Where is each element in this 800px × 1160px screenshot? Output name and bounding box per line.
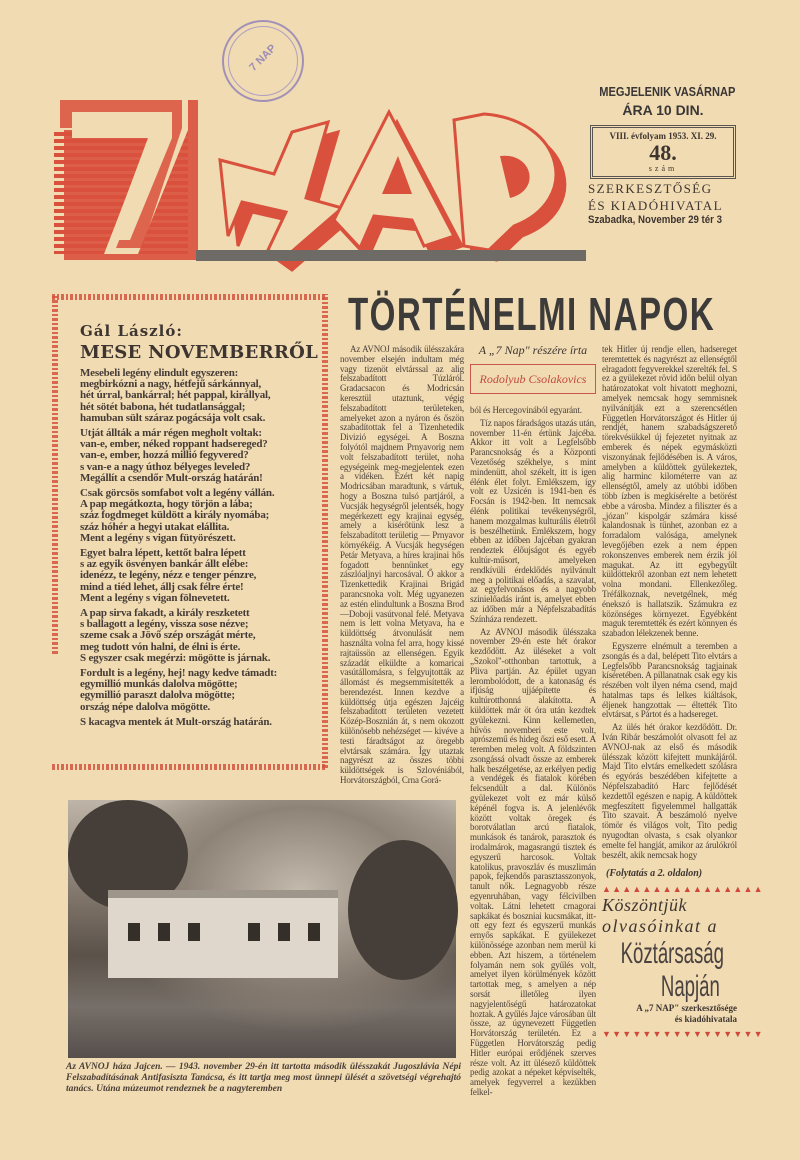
poem-line: szeme csak a Jövő szép országát mérte, (80, 629, 256, 642)
poem-line: S kacagva mentek át Mult-ország határán. (80, 715, 272, 728)
issue-number: 48. (649, 140, 677, 165)
poem-line: Mesebeli legény elindult egyszeren: (80, 367, 239, 379)
ornament-border-left (52, 294, 58, 654)
article-column-1 (340, 345, 464, 786)
poem-line: s van-e a nagy úthoz bélyeges leveled? (80, 460, 251, 473)
poem-stanza (80, 548, 322, 604)
logo-seven (54, 94, 198, 260)
poem-line: Egyet balra lépett, kettőt balra lépett (80, 547, 246, 560)
poem-line: Ment a legény s vigan fölnevetett. (80, 591, 230, 604)
poem-body (80, 368, 322, 732)
poem-line: s ballagott a legény, vissza sose nézve; (80, 618, 249, 631)
greeting-signature-2: és kiadóhivatala (674, 1014, 737, 1025)
poem-line: Ment a legény s vigan fütyörészett. (80, 531, 236, 544)
publication-schedule: MEGJELENIK VASÁRNAP (599, 84, 736, 99)
article-paragraph: Az AVNOJ második ülésszakára november elsején indultam még vagy tizenöt elvtárssal az alig felszabadított Túzláról. Gradacsacon és Modricsán keresztül utaztunk, végig felszabadított területeken, amelyeket azon a nyáron és őszön szabadítottak fel a Tizenhetedik Divizió egységei. A Boszna folyótól majdnem Prnyavorig nem volt felszabadított terület, noha egységeink meg-megjelentek ezen a vidéken. Ezért két napig Modricsában maradtunk, s vártuk, hogy a Boszna tulsó partjáról, a Vucsják hegységről jelentsék, hogy megérkezett egy krajinai egység, amely a kisérőtünk lesz a felszabadított területig — Prnyavor környékéig. A Vucsják hegységen Petár Metyava, a híres krajinai hős fogadott bennünket egy zászlóaljnyi harcosával. Ő akkor a Tizenkettedik Krajinai Brigád parancsnoka volt. Még ugyanezen az estén elindultunk a Boszna Brod—Doboji vasútvonal felé. Metyava nem is lett volna Metyava, ha e küldöttség átvonulását nem használta volna fel arra, hogy kissé rajtaüssön az ellenségen. Egyik századát elküldte a komaricai vasútállomásra, s felgyujtották az állomást és megsemmisítették a berendezést. Innen kezdve a küldöttség útja egészen Jajcéig felszabadított területen vezetett Közép-Bosznián át, s nem okozott különösebb nehézséget — kivéve a testi fáradtságot az öregebb elvtársak számára. Így utaztak nagyrészt az összes többi küldöttségek is Szlovéniából, Horvátországból, Crna Gorá- (340, 344, 464, 786)
right-column-stack (602, 344, 764, 1040)
article-paragraph: ból és Hercegovinából egyaránt. (470, 405, 582, 415)
poem-stanza (80, 488, 322, 544)
poem-line: Csak görcsös somfabot volt a legény vállán. (80, 487, 275, 500)
issue-label: szám (648, 164, 678, 173)
poem-line: hét úrral, bankárral; hét pappal, királlyal, (80, 389, 271, 402)
office-line-1: SZERKESZTŐSÉG (588, 181, 713, 196)
poem-author: Gál László: (80, 322, 183, 340)
poem-line: Fordult is a legény, hej! nagy kedve támadt: (80, 667, 278, 680)
poem-line: megbirkózni a nagy, hétfejű sárkánnyal, (80, 378, 262, 391)
masthead-rule (196, 250, 586, 261)
poem-stanza (80, 608, 322, 664)
poem-line: száz fogdmeget küldött a király nyomába; (80, 509, 270, 522)
ornament-triangles-down: ▼▼▼▼▼▼▼▼▼▼▼▼▼▼▼▼ (602, 1029, 764, 1040)
greeting-line-2: olvasóinkat a (602, 916, 718, 937)
poem-stanza (80, 368, 322, 424)
article-paragraph: Az ülés hét órakor kezdődött. Dr. Iván Ribár beszámolót olvasott fel az AVNOJ-nak az első és második ülésszak között kifejtett munkájáról. Majd Tito elvtárs emelkedett szólásra és egyórás beszédében kifejtette a Népfelszabadító Harc fejlődését kezdettől egészen e napig. A küldöttek megfeszített figyelemmel hallgatták Tito szavait. A beszámoló nyelve tömör és világos volt, Tito pedig nyugodtan olvasta, s csak olyankor emelte fel hangját, amikor az árulókról beszélt, akik nemcsak hogy (602, 722, 737, 860)
photo-caption: Az AVNOJ háza Jajcen. — 1943. november 29-én itt tartotta második ülésszakát Jugoszlávia Népi Felszabadításának Antifasiszta Tanácsa, és itt tartja meg most ünnepi ülését a szövetségi végrehajtó tanács. Utána múzeumot rendeznek be a nagyteremben (66, 1062, 461, 1094)
greeting-line-3: Köztársaság (620, 937, 724, 971)
stamp-center-text: 7 NAP (247, 42, 279, 74)
poem-line: A pap sirva fakadt, a király reszketett (80, 607, 250, 620)
masthead-info (588, 84, 738, 227)
poem-line: hamuban sült száraz pogácsája volt csak. (80, 411, 266, 424)
poem-line: hét sötét babona, hét tudatlansággal; (80, 400, 246, 413)
article-paragraph: tek Hitler új rendje ellen, hadsereget teremtettek és nagyrészt az ellenségtől elragadott fegyverekkel szerelték fel. S ez a gyülekezet rövid időn belül olyan határozatokat volt hivatott meghozni, amelyek nemcsak hogy semmisnek nyilvánítják ezt a szerencsétlen Független Horvátországot és Hitler új rendjét, hanem szabadságszerető törekvésükkel új fejezetet nyitnak az emberek és népek egymásközti viszonyának fejlődésében is. A város, amelyben a küldöttek gyülekeztek, alig harminc kilométerre van az ellenségtől, amely az utóbbi időben több ízben is megkísérelte a betörést ebbe a városba. Mindez a filiszter és a „józan" kispolgár számára kissé kalandosnak is tűnhet, azonban ez a forradalom valósága, amelynek levegőjében ezek a nem éppen rokonszenves emberek nem érzik jól magukat. Az itt egybegyűlt küldöttekről azonban ezt nem lehetett volna mondani. Ellenkezőleg. Tréfálkoznak, nevetgélnek, még énekszó is hallatszik. Számukra ez közönséges környezet. Egyébként maguk teremtették és ezért könnyen és szabadon lélekzenek benne. (602, 344, 737, 639)
poem-stanza (80, 717, 322, 728)
greeting-line-1: Köszöntjük (602, 895, 688, 916)
logo-nap (220, 112, 565, 270)
poem-line: egymillió paraszt dalolva mögötte; (80, 689, 235, 702)
poem-stanza (80, 668, 322, 713)
article-paragraph: Egyszerre elnémult a teremben a zsongás és a dal, belépett Tito elvtárs a Legfelsőbb Parancsnokság tagjainak kíséretében. A pillanatnak csak egy kis részében volt ilyen néma csend, majd hatalmas taps és lelkes kiáltások, éljenek hangzottak — éltették Tito elvtársat, s Pártot és a hadsereget. (602, 640, 737, 720)
ornament-triangles-up: ▲▲▲▲▲▲▲▲▲▲▲▲▲▲▲▲ (602, 884, 764, 895)
poem-line: S egyszer csak megérzi: mögötte is járnak. (80, 651, 271, 664)
poem-stanza (80, 428, 322, 484)
poem-title: MESE NOVEMBERRŐL (80, 342, 319, 363)
article-paragraph: Tíz napos fáradságos utazás után, november 11-én értünk Jajcéba. Akkor itt volt a Legfelsőbb Parancsnokság és a Központi Vezetőség székhelye, s mint mindenütt, ahol székelt, itt is igen élénk élet folyt. Emlékszem, így volt ez Uzsicén is 1941-ben és Focsán is 1942-ben. Itt nemcsak élénk politikai tevékenységről, hanem mozgalmas kulturális életről is beszélhetünk. Emlékszem, hogy ebben az időben Jajcéban gyakran rendeztek élőujságot és egyéb kultúr-műsort, amelyeken rendkívüli érdeklődés nyilvánult meg a politikai előadás, a szavalat, az egyfelvonásos és a nagyobb szinielőadás iránt is, amelyet ebben az időben már a Népfelszabadítás Színháza rendezett. (470, 417, 596, 624)
poem-line: mind a tiéd lehet, állj csak félre érte! (80, 580, 244, 593)
poem-line: ország népe dalolva mögötte. (80, 700, 211, 713)
poem-line: Megállít a csendőr Mult-ország határán! (80, 471, 263, 484)
article-headline: TÖRTÉNELMI NAPOK (348, 288, 716, 340)
poem-line: s az egyik ösvényen bankár állt elébe: (80, 558, 249, 571)
ornament-border-right (322, 294, 328, 768)
office-line-2: ÉS KIADÓHIVATAL (588, 198, 723, 213)
poem-line: meg tudott vón halni, de élni is érte. (80, 640, 241, 653)
avnoj-house-photo (68, 800, 456, 1058)
poem-line: A pap megátkozta, hogy törjön a lába; (80, 498, 253, 511)
poem-line: egymillió munkás dalolva mögötte; (80, 678, 238, 691)
article-column-2 (470, 406, 596, 1098)
article-paragraph: Az AVNOJ második ülésszaka november 29-én este hét órakor kezdődött. Az üléseket a volt „Szokol"-otthonban tartottuk, a Pliva partján. Az épület ugyan lerombolódott, de a katonaság és ifjúság ujjáépítette és kultúrotthonná alakította. A küldöttek már öt óra után kezdtek gyülekezni. Kinn kellemetlen, hűvös novemberi este volt, aprószemű és hideg őszi eső esett. A teremben meleg volt. A földszinten zsongássá olvadt össze az emberek halk beszélgetése, az erkélyen pedig a vendégek és fiatalok körében felcsendült a dal. Különös gyülekezet volt ez már külső képénél fogva is. A jelenlévők között voltak öregek és borotválatlan arcú fiatalok, munkások és tanárok, parasztok és irodalmárok, magasrangú tisztek és egyszerű harcosok. Voltak katolikus, pravoszláv és muszlimán papok, fejkendős parasztasszonyok, tanult nők. Legnagyobb része egyenruhában, vagy félcivilben voltak. Látni lehetett crnagorai sapkákat és boszniai kucsmákat, itt-ott egy fezt és egyszerű munkás ernyős sapkákat. E gyülekezet különössége azonban nem merül ki ebben. Azt hiszem, a történelem folyamán nem sok gyűlés volt, amelyet ilyen körülmények között tartottak meg, s amelyen a nép sorsát illetőleg ilyen nagyjelentőségű határozatokat hoztak. A gyűlés Jajce városában ült össze, az úgynevezett Független Horvátország területén. Ez a Független Horvátország pedig Hitler európai erődjének szerves része volt. Az itt ülésező küldöttek pedig azokat a népeket képviselték, amelyek fegyverrel a kezükben felkel- (470, 626, 596, 1097)
article-column-3 (602, 345, 737, 860)
issue-volume-date: VIII. évfolyam 1953. XI. 29. (609, 131, 717, 141)
byline-credit: A „7 Nap" részére írta (478, 343, 588, 357)
price: ÁRA 10 DIN. (622, 102, 704, 118)
issue-box (590, 125, 736, 179)
poem-line: van-e, ember, néked roppant hadsereged? (80, 438, 268, 451)
7-nap-logo (52, 90, 587, 265)
byline-author: Rodolyub Csolakovics (470, 364, 596, 394)
greeting-signature-1: A „7 NAP" szerkesztősége (636, 1003, 737, 1014)
ornament-border-bottom (52, 764, 326, 770)
poem-line: van-e, ember, hozzá millió fegyvered? (80, 449, 249, 462)
continued-note: (Folytatás a 2. oldalon) (606, 868, 703, 880)
poem-line: Utját állták a már régen megholt voltak: (80, 427, 262, 440)
poem-line: száz hóhér a hegyi utakat elállita. (80, 520, 230, 533)
ornament-border-top (52, 294, 326, 300)
poem-line: idenézz, te legény, nézz e tenger pénzre, (80, 569, 257, 582)
greeting-line-4: Napján (660, 970, 720, 1004)
office-address: Szabadka, November 29 tér 3 (588, 214, 722, 226)
